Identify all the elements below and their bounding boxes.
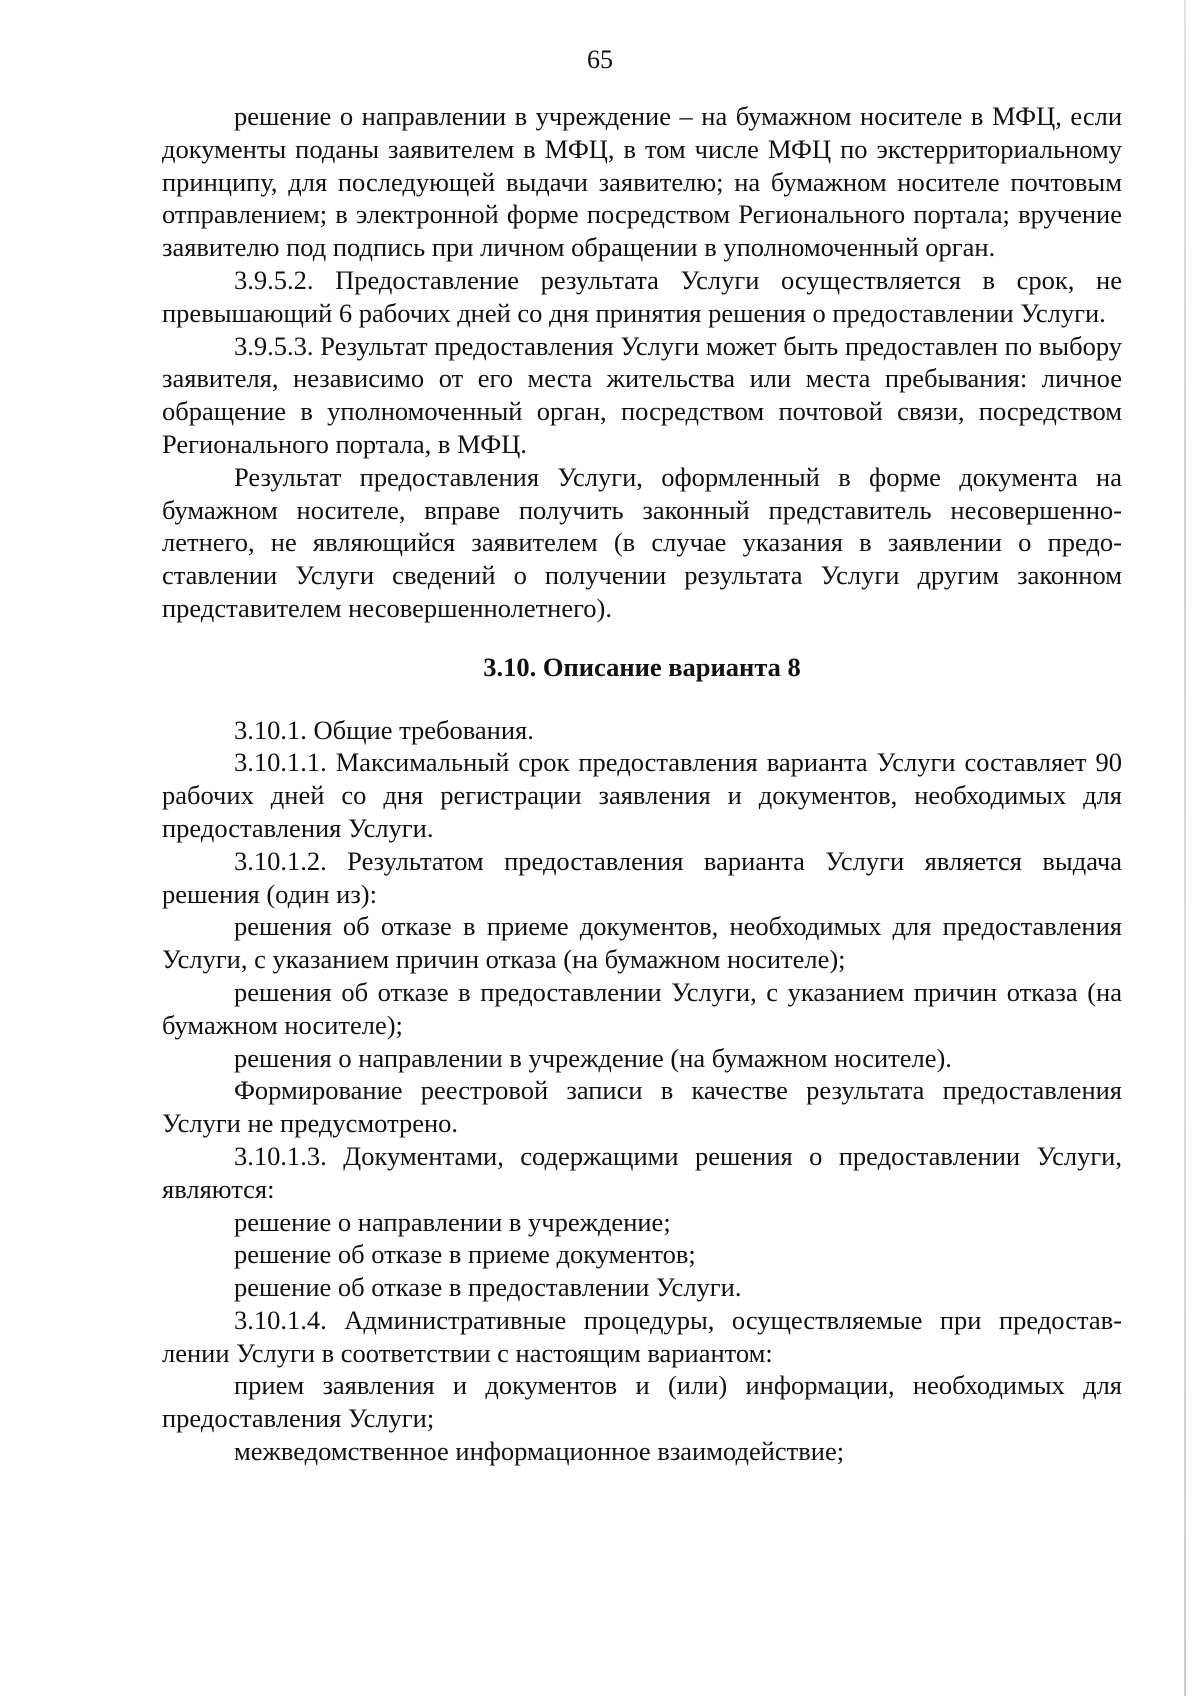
paragraph: 3.10.1.3. Документами, содержащими решения о предоставлении Услуги, являются: — [162, 1140, 1122, 1204]
paragraph: 3.10.1.1. Максимальный срок предоставления варианта Услуги составляет 90 рабочих дней со дня регистрации заявления и документов, необходимых для предоставления Услуги. — [162, 747, 1122, 843]
paragraph: прием заявления и документов и (или) информации, необходимых для предоставления Услуги; — [162, 1370, 1122, 1434]
paragraph: 3.9.5.3. Результат предоставления Услуги может быть предоставлен по выбору заявителя, независимо от его места жительства или места пребывания: личное обращение в уполномоченный орган, посредством почтовой связи, посредством Регионального портала, в МФЦ. — [162, 330, 1122, 459]
paragraph: 3.10.1.2. Результатом предоставления варианта Услуги является выдача решения (один из): — [162, 845, 1122, 909]
page-number: 65 — [587, 45, 613, 74]
paragraph: решение о направлении в учреждение – на бумажном носителе в МФЦ, если документы поданы заявителем в МФЦ, в том числе МФЦ по экстерриториальному принципу, для последующей выдачи заявителю; на бумажном носителе почтовым отправлением; в электронной форме посредством Регионального портала; вручение заявителю под подпись при личном обращении в уполномоченный орган. — [162, 101, 1122, 263]
document-body — [162, 100, 1122, 1468]
paragraph: решение об отказе в предоставлении Услуги. — [234, 1272, 742, 1303]
paragraph: Результат предоставления Услуги, оформленный в форме документа на бумажном носителе, вправе получить законный представитель несовершеннолетнего, не являющийся заявителем (в случае указания в заявлении о предоставлении Услуги сведений о получении результата Услуги другим законном представителем несовершеннолетнего). — [162, 461, 1122, 623]
paragraph: Формирование реестровой записи в качестве результата предоставления Услуги не предусмотрено. — [162, 1075, 1122, 1139]
paragraph: 3.10.1. Общие требования. — [234, 714, 534, 745]
paragraph: межведомственное информационное взаимодействие; — [234, 1436, 845, 1467]
paragraph: 3.10.1.4. Административные процедуры, осуществляемые при предоставлении Услуги в соответствии с настоящим вариантом: — [162, 1304, 1122, 1368]
scan-edge-line — [1184, 0, 1186, 1696]
paragraph: решения об отказе в приеме документов, необходимых для предоставления Услуги, с указанием причин отказа (на бумажном носителе); — [162, 911, 1122, 975]
paragraph: решение о направлении в учреждение; — [234, 1206, 671, 1237]
paragraph: решения о направлении в учреждение (на бумажном носителе). — [234, 1042, 952, 1073]
paragraph: решения об отказе в предоставлении Услуги, с указанием причин отказа (на бумажном носителе); — [162, 976, 1122, 1040]
paragraph: 3.9.5.2. Предоставление результата Услуги осуществляется в срок, не превышающий 6 рабочих дней со дня принятия решения о предоставлении Услуги. — [162, 264, 1122, 328]
section-heading: 3.10. Описание варианта 8 — [483, 651, 801, 682]
paragraph: решение об отказе в приеме документов; — [234, 1239, 696, 1270]
